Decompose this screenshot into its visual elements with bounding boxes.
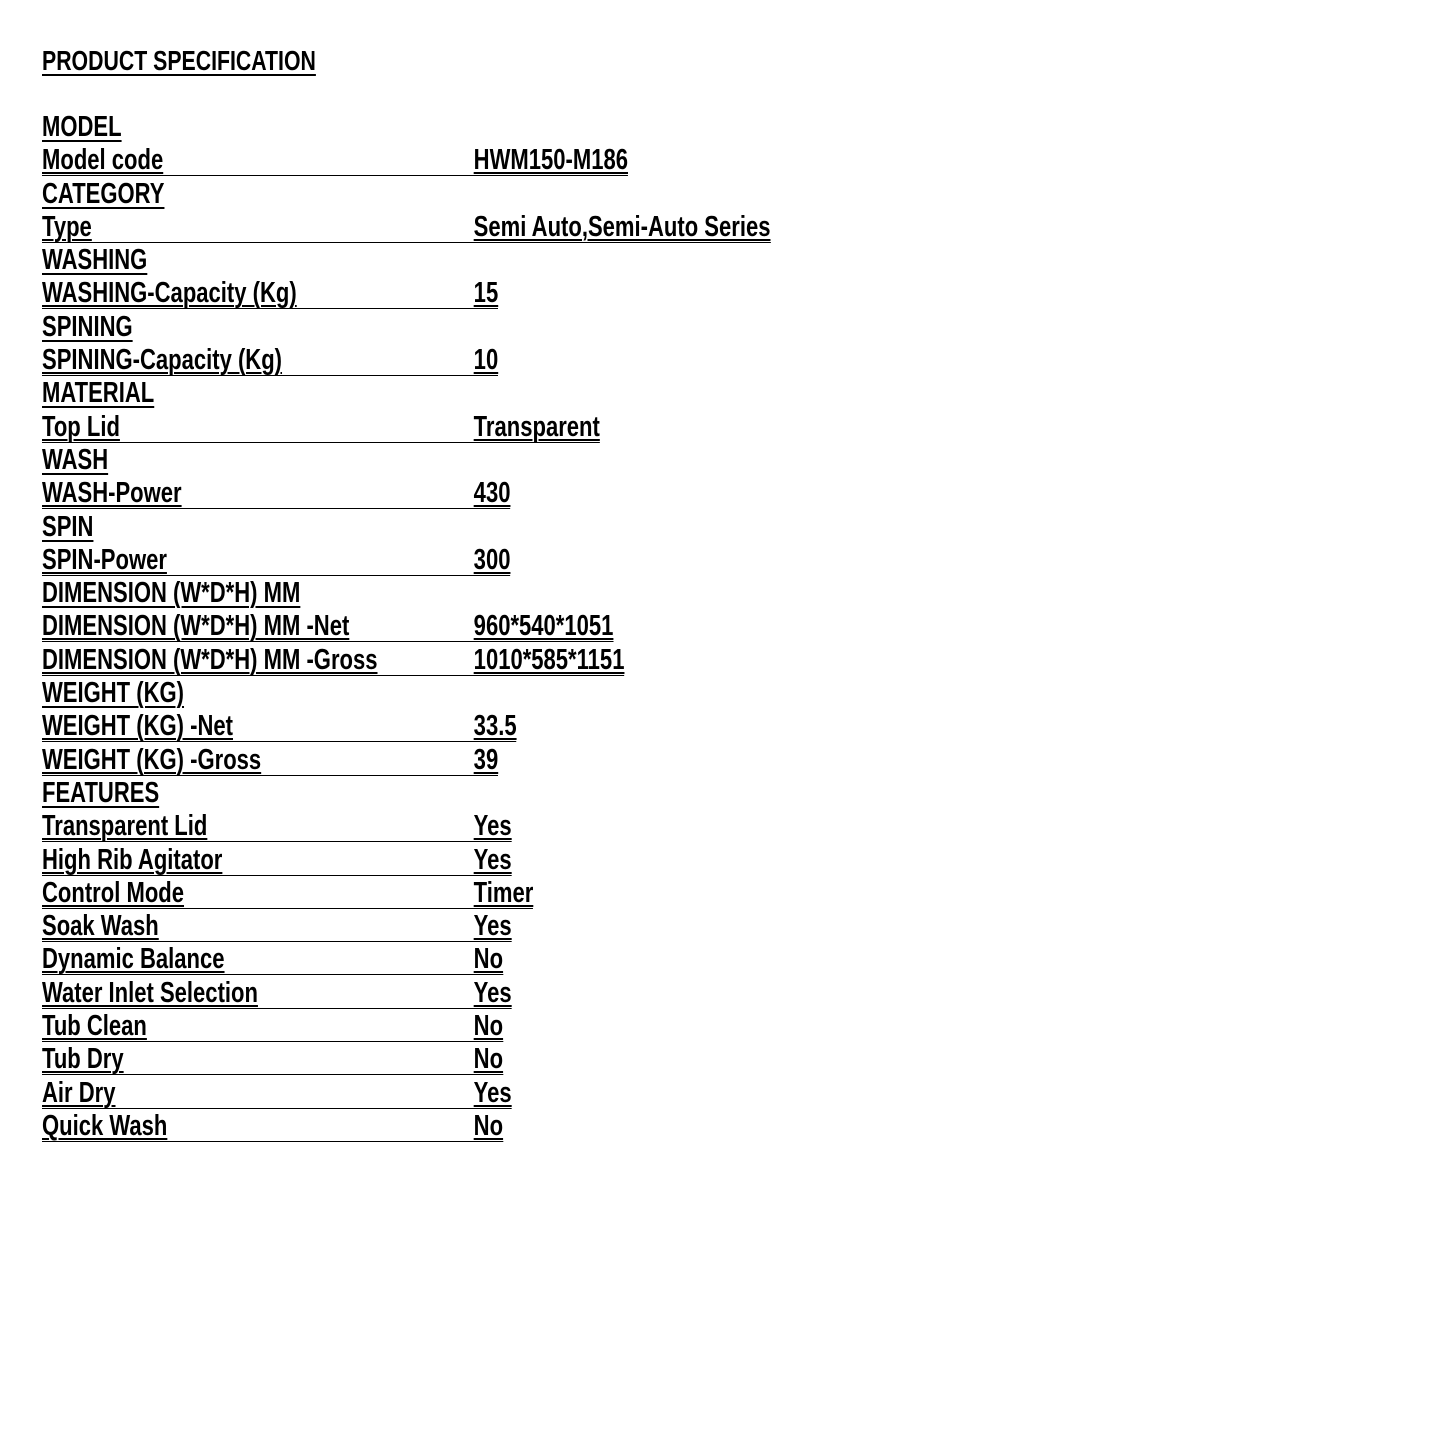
spec-row-line [42,345,498,376]
spec-value: Yes [473,810,512,843]
spec-label-cell [42,878,474,908]
section-heading [42,445,1106,478]
section-heading-text: MODEL [42,111,122,143]
section-heading-text: MATERIAL [42,377,155,410]
section-heading-text: DIMENSION (W*D*H) MM [42,577,301,610]
spec-label-cell [42,944,474,974]
spec-value: No [473,1109,504,1142]
spec-row [42,978,1106,1011]
spec-value: No [473,1043,504,1076]
spec-label: Type [42,210,92,243]
spec-row [42,1011,1106,1044]
spec-label-cell [42,278,474,308]
spec-value: HWM150-M186 [473,144,629,177]
spec-label: WEIGHT (KG) -Net [42,710,233,743]
spec-row [42,412,1106,445]
spec-row [42,711,1106,744]
spec-label-cell [42,345,474,375]
spec-row [42,611,1106,644]
section-heading [42,378,1106,411]
spec-label: SPIN-Power [42,543,167,576]
spec-label: DIMENSION (W*D*H) MM -Gross [42,643,378,676]
spec-value: 15 [473,277,499,310]
spec-label: Air Dry [42,1076,116,1109]
spec-value: Yes [473,976,512,1009]
spec-value: 39 [473,743,499,776]
spec-label: DIMENSION (W*D*H) MM -Net [42,610,350,643]
spec-row [42,1044,1106,1077]
spec-label: WEIGHT (KG) -Gross [42,743,262,776]
spec-row [42,745,1106,778]
spec-row-line [42,745,498,776]
section-heading [42,512,1106,545]
section-heading-text: WASH [42,443,109,476]
spec-label-cell [42,212,474,242]
spec-label-cell [42,412,474,442]
spec-row-line [42,1011,503,1042]
spec-value: 33.5 [473,710,517,743]
spec-row [42,545,1106,578]
spec-label-cell [42,845,474,875]
spec-row-line [42,1044,503,1075]
spec-label-cell [42,811,474,841]
spec-row-line [42,278,498,309]
section-heading [42,312,1106,345]
spec-label-cell [42,1011,474,1041]
spec-row [42,645,1106,678]
spec-list [42,112,1106,1144]
spec-row-line [42,878,533,909]
spec-label-cell [42,978,474,1008]
spec-row-line [42,611,613,642]
spec-row-line [42,412,600,443]
spec-label: Tub Dry [42,1043,124,1076]
section-heading [42,245,1106,278]
spec-row-line [42,911,512,942]
spec-row-line [42,145,628,176]
spec-row [42,345,1106,378]
spec-value: Yes [473,843,512,876]
spec-row-line [42,545,510,576]
spec-value: 1010*585*1151 [473,643,625,676]
spec-label: Model code [42,144,164,177]
spec-row [42,1111,1106,1144]
spec-row-line [42,645,624,676]
spec-row-line [42,1078,512,1109]
spec-row [42,845,1106,878]
spec-value: No [473,1010,504,1043]
section-heading-text: WEIGHT (KG) [42,677,185,710]
spec-row [42,878,1106,911]
spec-value: Yes [473,910,512,943]
spec-row [42,278,1106,311]
spec-label: High Rib Agitator [42,843,223,876]
spec-document [42,44,1106,1144]
spec-label-cell [42,645,474,675]
spec-row [42,911,1106,944]
section-heading [42,179,1106,212]
spec-label: Dynamic Balance [42,943,225,976]
section-heading-text: CATEGORY [42,177,165,210]
spec-value: Transparent [473,410,600,443]
spec-label-cell [42,1111,474,1141]
spec-label-cell [42,1044,474,1074]
spec-label-cell [42,145,474,175]
spec-row-line [42,811,512,842]
page-title: PRODUCT SPECIFICATION [42,45,316,76]
section-heading-text: SPINING [42,310,133,343]
spec-label-cell [42,711,474,741]
spec-row-line [42,212,770,243]
spec-label: Top Lid [42,410,120,443]
section-heading [42,578,1106,611]
section-heading-text: WASHING [42,244,148,277]
spec-value: Semi Auto,Semi-Auto Series [473,210,771,243]
spec-value: Yes [473,1076,512,1109]
section-heading-text: SPIN [42,510,94,543]
spec-row [42,811,1106,844]
spec-row-line [42,1111,503,1142]
spec-label: SPINING-Capacity (Kg) [42,344,283,377]
section-heading-text: FEATURES [42,776,160,809]
spec-label: Transparent Lid [42,810,208,843]
spec-label: Water Inlet Selection [42,976,258,1009]
spec-row [42,1078,1106,1111]
spec-value: 960*540*1051 [473,610,614,643]
spec-label-cell [42,911,474,941]
spec-label: Control Mode [42,876,185,909]
spec-label: WASHING-Capacity (Kg) [42,277,297,310]
spec-row [42,478,1106,511]
section-heading [42,778,1106,811]
spec-label: Quick Wash [42,1109,168,1142]
spec-row-line [42,478,510,509]
spec-row [42,212,1106,245]
spec-label-cell [42,545,474,575]
spec-row-line [42,978,512,1009]
spec-value: No [473,943,504,976]
spec-label: Soak Wash [42,910,159,943]
spec-value: 10 [473,344,499,377]
spec-value: Timer [473,876,534,909]
spec-label-cell [42,611,474,641]
spec-row-line [42,845,512,876]
spec-label-cell [42,1078,474,1108]
spec-row [42,145,1106,178]
spec-row [42,944,1106,977]
section-heading [42,112,1106,145]
spec-value: 430 [473,477,511,510]
spec-label-cell [42,745,474,775]
spec-row-line [42,944,503,975]
spec-label-cell [42,478,474,508]
spec-label: WASH-Power [42,477,182,510]
spec-row-line [42,711,517,742]
spec-value: 300 [473,543,511,576]
spec-label: Tub Clean [42,1010,147,1043]
section-heading [42,678,1106,711]
